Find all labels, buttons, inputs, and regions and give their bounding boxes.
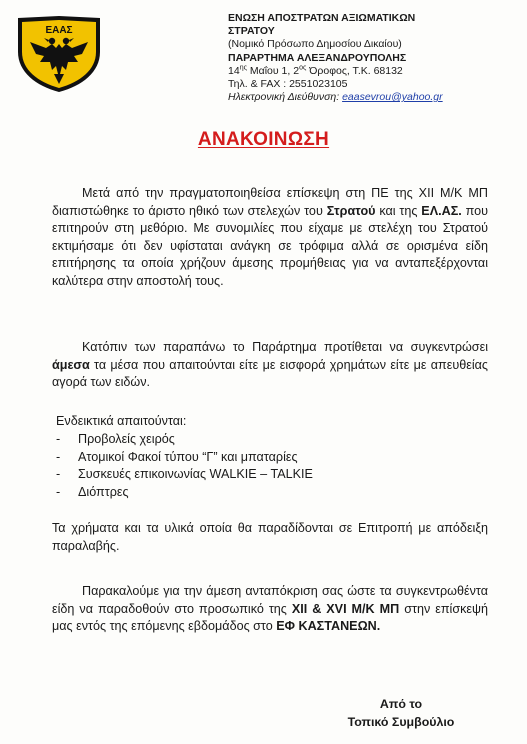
organization-header <box>228 12 518 104</box>
signature-from: Από το <box>379 697 423 711</box>
required-items-list <box>56 413 486 502</box>
org-address: $14^{\eta\varsigma}$ Μαΐου 1, $2^{o\varsigma}$ Όροφος, Τ.Κ. 68132 <box>228 64 403 77</box>
email-link[interactable]: eaasevrou@yahoo.gr <box>342 91 443 104</box>
paragraph-delivery-request: Παρακαλούμε για την άμεση ανταπόκριση σας ώστε τα συγκεντρωθέντα είδη να παραδοθούν στο προσωπικό της XII & XVI Μ/Κ ΜΠ στην επίσκεψή μας εντός της επόμενης εβδομάδος στο ΕΦ ΚΑΣΤΑΝΕΩΝ. <box>52 584 488 634</box>
org-name-line1: ΕΝΩΣΗ ΑΠΟΣΤΡΑΤΩΝ ΑΞΙΩΜΑΤΙΚΩΝ <box>228 12 416 24</box>
org-email-line: Ηλεκτρονική Διεύθυνση: eaasevrou@yahoo.gr <box>228 91 443 104</box>
paragraph-committee-receipt: Τα χρήματα και τα υλικά οποία θα παραδίδονται σε Επιτροπή με απόδειξη παραλαβής. <box>52 521 488 553</box>
paragraph-collection-plan: Κατόπιν των παραπάνω το Παράρτημα προτίθεται να συγκεντρώσει άμεσα τα μέσα που απαιτούνται είτε με εισφορά χρημάτων είτε με απευθείας αγορά των ειδών. <box>52 340 488 390</box>
paragraph-visit-findings: Μετά από την πραγματοποιηθείσα επίσκεψη στη ΠΕ της XII Μ/Κ ΜΠ διαπιστώθηκε το άριστο ηθικό των στελεχών του Στρατού και της ΕΛ.ΑΣ. που επιτηρούν στη μεθόριο. Με συνομιλίες που είχαμε με στελέχη του Στρατού εκτιμήσαμε ότι δεν υφίσταται ανάγκη σε τρόφιμα αλλά σε ορισμένα είδη επιτήρησης τα οποία χρήζουν άμεσης προμήθειας για να ανταπεξέρχονται καλύτερα στην αποστολή τους. <box>52 186 488 288</box>
org-legal-status: (Νομικό Πρόσωπο Δημοσίου Δικαίου) <box>228 38 402 51</box>
announcement-title: ΑΝΑΚΟΙΝΩΣΗ <box>197 129 330 150</box>
list-heading: Ενδεικτικά απαιτούνται: <box>56 414 187 428</box>
list-item: - Ατομικοί Φακοί τύπου “Γ” και μπαταρίες <box>56 449 298 464</box>
list-item: - Προβολείς χειρός <box>56 431 175 446</box>
eaas-emblem-logo <box>16 14 102 94</box>
list-item: - Συσκευές επικοινωνίας WALKIE – TALKIE <box>56 467 313 482</box>
list-item: - Διόπτρες <box>56 485 129 500</box>
signature-block <box>326 695 476 731</box>
org-phone: Τηλ. & FAX : 2551023105 <box>228 78 348 91</box>
org-name-line2: ΣΤΡΑΤΟΥ <box>228 25 275 38</box>
signature-council: Τοπικό Συμβούλιο <box>347 715 455 729</box>
emblem-text: ΕΑΑΣ <box>45 25 73 36</box>
org-branch-name: ΠΑΡΑΡΤΗΜΑ ΑΛΕΞΑΝΔΡΟΥΠΟΛΗΣ <box>228 51 407 64</box>
